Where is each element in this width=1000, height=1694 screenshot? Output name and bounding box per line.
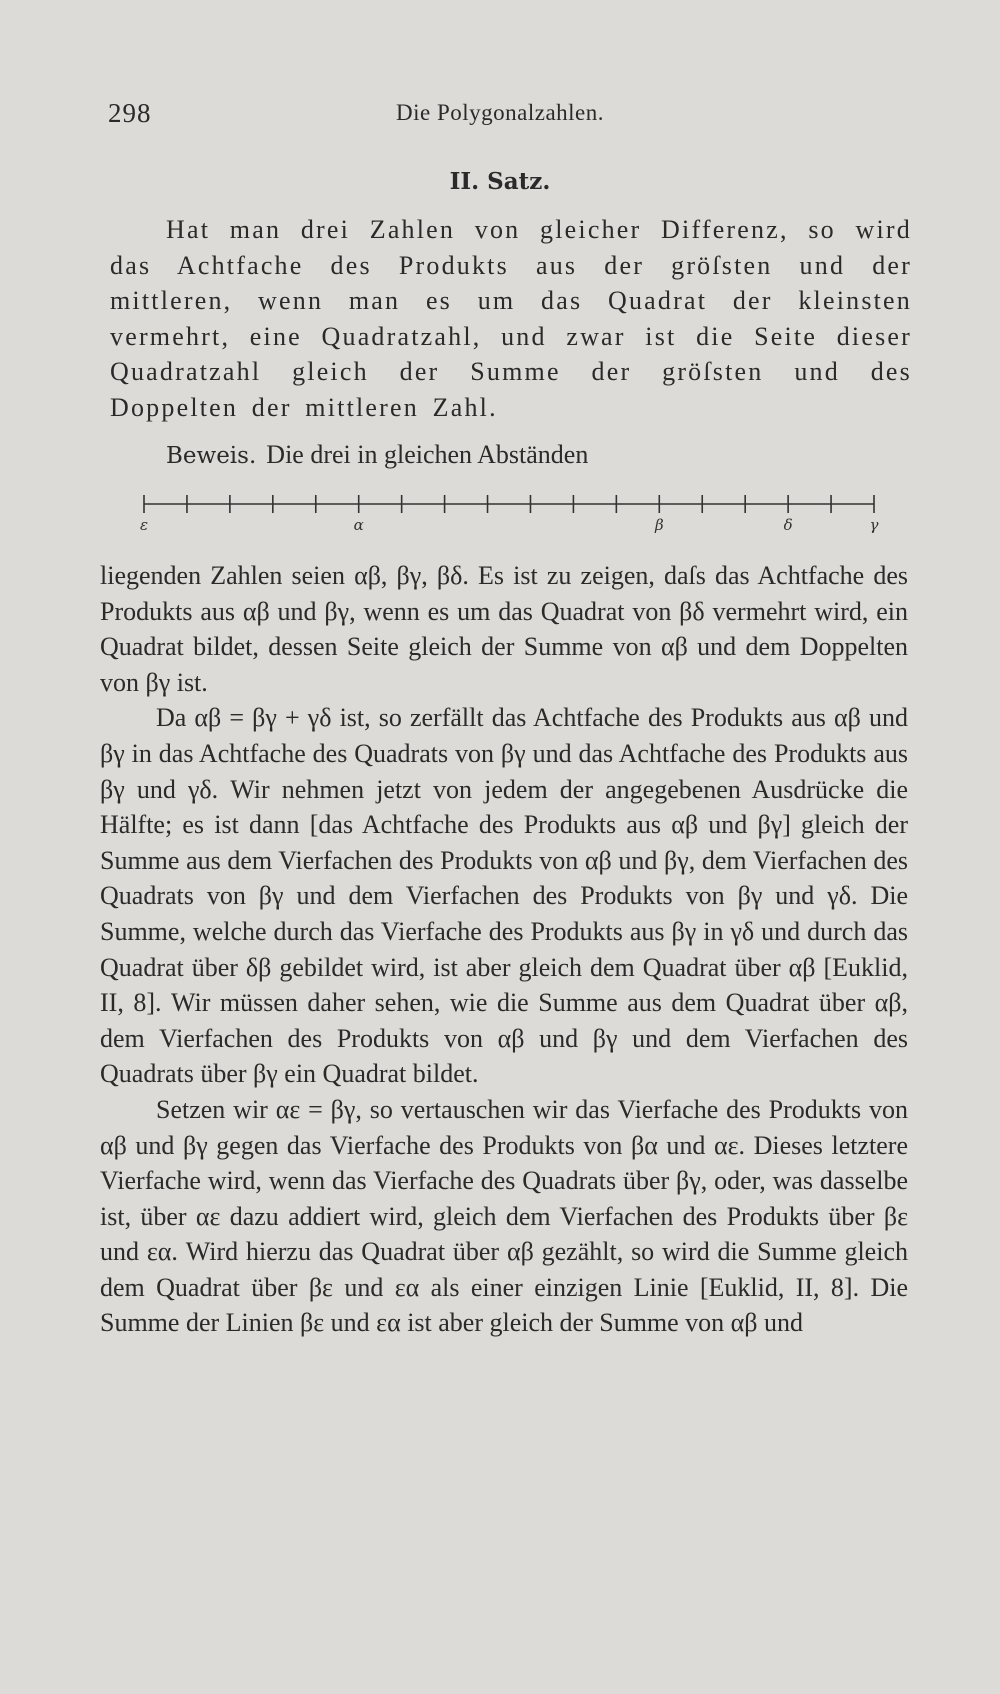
- section-title: II. Satz.: [449, 168, 551, 195]
- running-title: Die Polygonalzahlen.: [396, 100, 605, 125]
- page-number: 298: [108, 98, 152, 128]
- proof-label: Beweis.: [166, 443, 257, 469]
- paragraph-2: Da αβ = βγ + γδ ist, so zerfällt das Achtfache des Produkts aus αβ und βγ in das Achtfache des Quadrats von βγ und das Achtfache des Produkts aus βγ und γδ. Wir nehmen jetzt von jedem der angegebenen Ausdrücke die Hälfte; es ist dann [das Achtfache des Produkts aus αβ und βγ] gleich der Summe aus dem Vierfachen des Produkts von αβ und βγ, dem Vierfachen des Quadrats von βγ und dem Vierfachen des Produkts von βγ und γδ. Die Summe, welche durch das Vierfache des Produkts aus βγ in γδ und durch das Quadrat über δβ gebildet wird, ist aber gleich dem Quadrat über αβ [Euklid, II, 8]. Wir müssen daher sehen, wie die Summe aus dem Quadrat über αβ, dem Vierfachen des Produkts von αβ und βγ und dem Vierfachen des Quadrats über βγ ein Quadrat bildet.: [100, 703, 908, 1089]
- number-line-label: β: [654, 516, 664, 534]
- number-line-diagram: [140, 490, 880, 540]
- paragraph-1: liegenden Zahlen seien αβ, βγ, βδ. Es ist zu zeigen, daſs das Achtfache des Produkts aus αβ und βγ, wenn es um das Quadrat von βδ vermehrt wird, ein Quadrat bildet, dessen Seite gleich der Summe von αβ und dem Doppelten von βγ ist.: [100, 561, 908, 697]
- proof-intro-text: Die drei in gleichen Abständen: [266, 440, 589, 469]
- number-line-label: γ: [869, 516, 879, 534]
- number-line-label: ε: [140, 516, 149, 534]
- proof-body: [100, 558, 908, 1341]
- number-line-label: α: [353, 516, 364, 534]
- theorem-text: Hat man drei Zahlen von gleicher Differenz, so wird das Achtfache des Produkts aus der gröſsten und der mittleren, wenn man es um das Quadrat der kleinsten vermehrt, eine Quadratzahl, und zwar ist die Seite dieser Quadratzahl gleich der Summe der gröſsten und des Doppelten der mittleren Zahl.: [110, 215, 912, 422]
- proof-intro: [166, 440, 588, 470]
- page-header: [108, 98, 908, 138]
- number-line-label: δ: [783, 516, 793, 534]
- paragraph-3: Setzen wir αε = βγ, so vertauschen wir das Vierfache des Produkts von αβ und βγ gegen das Vierfache des Produkts von βα und αε. Dieses letztere Vierfache wird, wenn das Vierfache des Quadrats über βγ, oder, was dasselbe ist, über αε dazu addiert wird, gleich dem Vierfachen des Produkts über βε und εα. Wird hierzu das Quadrat über αβ gezählt, so wird die Summe gleich dem Quadrat über βε und εα als einer einzigen Linie [Euklid, II, 8]. Die Summe der Linien βε und εα ist aber gleich der Summe von αβ und: [100, 1094, 908, 1338]
